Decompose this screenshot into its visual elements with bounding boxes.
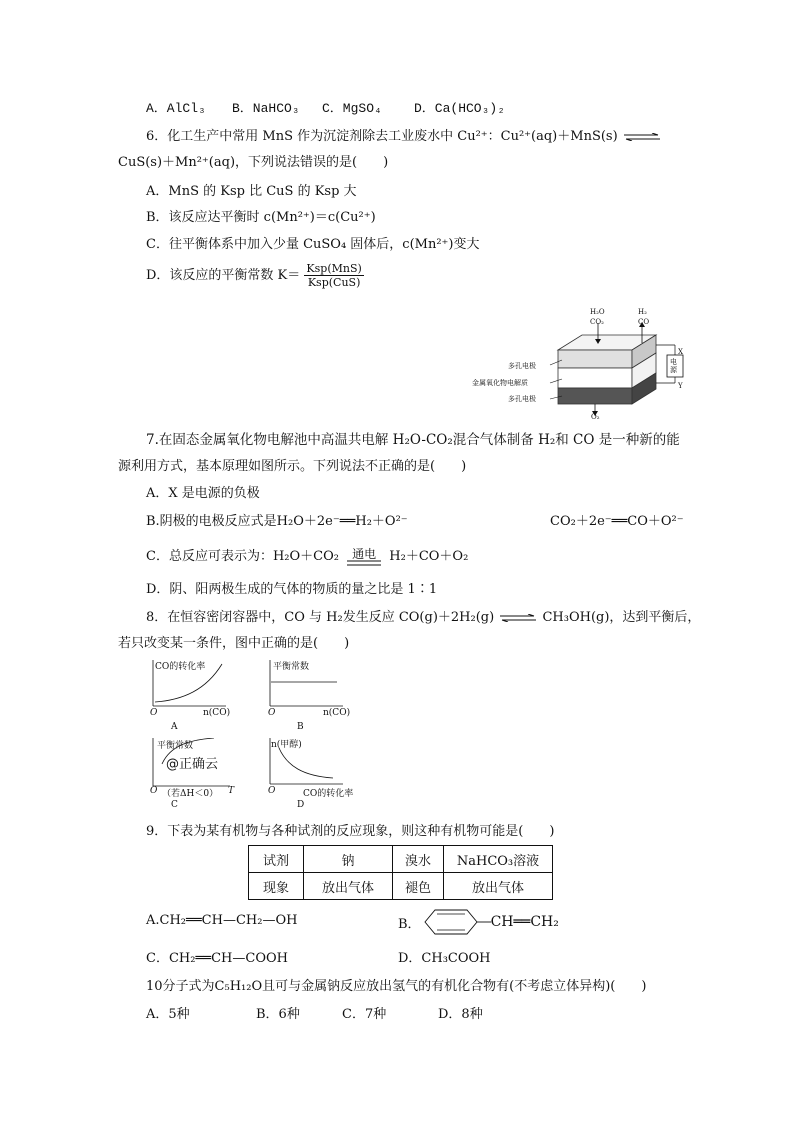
graph-c-origin: O <box>150 786 158 796</box>
label-power-source: 电源 <box>670 358 677 374</box>
label-h2o: H₂O <box>590 308 605 316</box>
label-oxide-electrolyte: 金属氧化物电解质 <box>472 379 528 387</box>
label-h2: H₂ <box>638 308 647 316</box>
table-row <box>249 873 553 900</box>
graph-d-origin: O <box>268 786 276 796</box>
q7-stem-line2: 源利用方式，基本原理如图所示。下列说法不正确的是( ) <box>118 459 467 474</box>
q9-option-a: A.CH₂══CH—CH₂—OH <box>146 913 298 928</box>
q6-option-b: B．该反应达平衡时 c(Mn²⁺)＝c(Cu²⁺) <box>146 210 376 225</box>
q8-stem-line2: 若只改变某一条件，图中正确的是( ) <box>118 636 350 651</box>
graph-a-ylabel: CO的转化率 <box>155 662 206 672</box>
graph-a-origin: O <box>150 708 158 718</box>
q5-options <box>146 97 505 116</box>
benzene-ring-icon <box>421 908 491 936</box>
watermark: @正确云 <box>166 757 219 772</box>
graph-d-tag: D <box>297 800 305 810</box>
q6-stem-line2: CuS(s)＋Mn²⁺(aq)，下列说法错误的是( ) <box>118 155 389 170</box>
q10-option-a: A．5种 <box>146 1007 190 1022</box>
q8-stem-line1: 8．在恒容密闭容器中，CO 与 H₂发生反应 CO(g)＋2H₂(g) CH₃OH(g)，达到平衡后， <box>146 610 701 625</box>
q9-stem: 9．下表为某有机物与各种试剂的反应现象，则这种有机物可能是( ) <box>146 824 555 839</box>
q10-option-c: C．7种 <box>342 1007 387 1022</box>
q10-stem: 10分子式为C₅H₁₂O且可与金属钠反应放出氢气的有机化合物有(不考虑立体异构)( ) <box>146 979 647 994</box>
graph-a-xlabel: n(CO) <box>203 708 231 718</box>
q9-option-b: B． CH══CH₂ <box>398 908 559 936</box>
electrolysis-cell-diagram <box>470 305 695 420</box>
q6-stem-line1: 6．化工生产中常用 MnS 作为沉淀剂除去工业废水中 Cu²⁺：Cu²⁺(aq)＋MnS(s) <box>146 125 662 144</box>
graph-c-note: （若ΔH＜0） <box>162 789 219 799</box>
table-cell: 褪色 <box>393 873 444 900</box>
q5-option-c: C．MgSO₄ <box>322 101 382 116</box>
q10-option-d: D．8种 <box>438 1007 483 1022</box>
graph-d-ylabel: n(甲醇) <box>271 740 302 750</box>
table-cell: 钠 <box>304 846 393 873</box>
label-porous-electrode-bottom: 多孔电极 <box>508 395 536 403</box>
graph-a-tag: A <box>171 722 178 732</box>
q7-stem-line1: 7.在固态金属氧化物电解池中高温共电解 H₂O-CO₂混合气体制备 H₂和 CO 是一种新的能 <box>146 432 680 448</box>
table-cell: 放出气体 <box>444 873 553 900</box>
label-co: CO <box>638 318 650 326</box>
label-y: Y <box>678 382 683 390</box>
table-cell: 溴水 <box>393 846 444 873</box>
q10-options <box>146 1003 483 1022</box>
label-x: X <box>678 348 683 356</box>
label-o2: O₂ <box>591 413 600 421</box>
q9-option-d: D．CH₃COOH <box>398 951 491 966</box>
q9-option-c: C．CH₂══CH—COOH <box>146 951 288 966</box>
table-row <box>249 846 553 873</box>
q7-option-d: D．阴、阳两极生成的气体的物质的量之比是 1∶1 <box>146 582 438 597</box>
graph-b-xlabel: n(CO) <box>323 708 351 718</box>
table-cell: 放出气体 <box>304 873 393 900</box>
q5-option-b: B．NaHCO₃ <box>232 101 300 116</box>
graph-d-xlabel: CO的转化率 <box>303 789 354 799</box>
q10-option-b: B．6种 <box>256 1007 300 1022</box>
graph-c-ylabel: 平衡常数 <box>157 741 194 751</box>
q7-option-a: A．X 是电源的负极 <box>146 486 260 501</box>
table-cell: 现象 <box>249 873 304 900</box>
reaction-table <box>248 845 553 900</box>
q7-option-b-left: B.阴极的电极反应式是H₂O＋2e⁻══H₂＋O²⁻ <box>146 514 408 529</box>
graph-b-origin: O <box>268 708 276 718</box>
label-porous-electrode-top: 多孔电极 <box>508 362 536 370</box>
q6-option-c: C．往平衡体系中加入少量 CuSO₄ 固体后，c(Mn²⁺)变大 <box>146 237 480 252</box>
graph-c-xlabel: T <box>228 786 235 796</box>
q7-option-c: C．总反应可表示为：H₂O＋CO₂ 通电 H₂＋CO＋O₂ <box>146 546 469 564</box>
electrolysis-condition-arrow: 通电 <box>347 548 381 566</box>
q5-option-d: D．Ca(HCO₃)₂ <box>414 101 506 116</box>
equals-arrow-icon <box>347 560 381 566</box>
table-cell: NaHCO₃溶液 <box>444 846 553 873</box>
q5-option-a: A．AlCl₃ <box>146 101 206 116</box>
q6-option-d: D．该反应的平衡常数 K＝ $\frac{\text{Ksp(MnS)}}{\text{Ksp(CuS)}}$ <box>146 262 362 289</box>
equilibrium-constant-fraction: $\frac{\text{Ksp(MnS)}}{\text{Ksp(CuS)}}$ <box>306 262 362 289</box>
q7-option-b-right: CO₂＋2e⁻══CO＋O²⁻ <box>550 514 684 529</box>
reversible-arrow-icon <box>624 133 660 141</box>
reversible-arrow-icon <box>500 614 536 622</box>
graph-b-ylabel: 平衡常数 <box>273 662 310 672</box>
graph-c-tag: C <box>171 800 178 810</box>
label-co2: CO₂ <box>590 318 604 326</box>
table-cell: 试剂 <box>249 846 304 873</box>
q6-option-a: A．MnS 的 Ksp 比 CuS 的 Ksp 大 <box>146 184 357 199</box>
graph-b-tag: B <box>297 722 304 732</box>
